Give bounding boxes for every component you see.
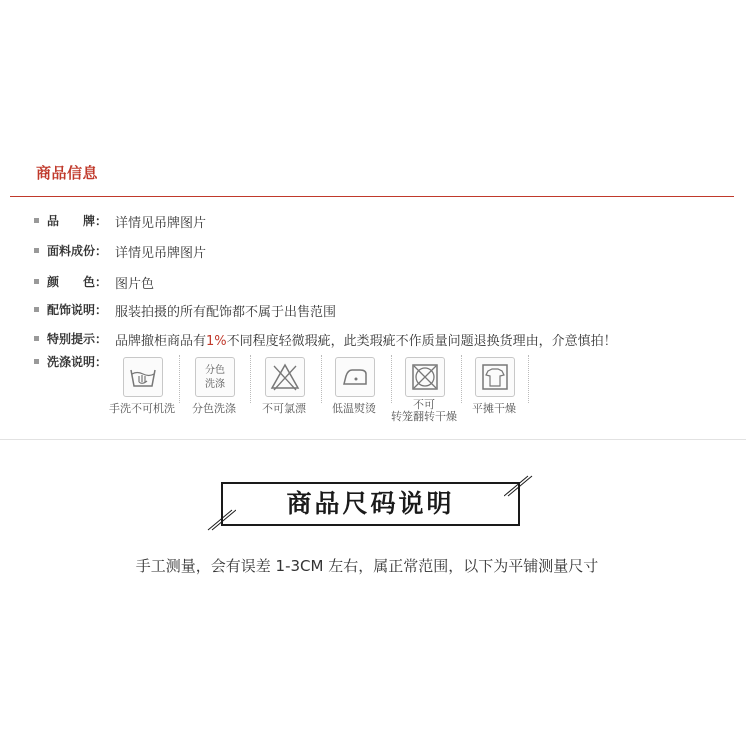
measurement-note: 手工测量，会有误差 1-3CM 左右，属正常范围，以下为平铺测量尺寸 (135, 557, 599, 575)
info-row-color (34, 273, 724, 295)
section-title-rule (10, 196, 734, 197)
notice-suffix: 不同程度轻微瑕疵，此类瑕疵不作质量问题退换货理由，介意慎拍！ (226, 334, 617, 349)
section-title: 商品信息 (36, 164, 99, 182)
info-value (115, 330, 617, 349)
section-divider (0, 439, 746, 440)
care-item (106, 355, 178, 423)
care-label: 平摊干燥 (472, 402, 516, 415)
care-separator (528, 355, 529, 403)
bullet-icon (34, 336, 39, 341)
info-row-notice (34, 330, 724, 352)
bullet-icon (34, 307, 39, 312)
care-label: 低温熨烫 (332, 402, 376, 415)
no-bleach-icon (265, 357, 305, 397)
hand-wash-not-machine-icon (123, 357, 163, 397)
care-item (318, 355, 390, 423)
info-label: 配饰说明： (47, 303, 108, 317)
info-label: 面料成份： (47, 244, 108, 258)
no-tumble-dry-icon (405, 357, 445, 397)
low-iron-icon (335, 357, 375, 397)
info-row-fabric (34, 242, 724, 264)
care-item (178, 355, 250, 423)
info-value: 详情见吊牌图片 (115, 216, 207, 231)
info-label: 洗涤说明： (47, 355, 108, 369)
care-label: 不可氯漂 (262, 402, 306, 415)
info-label: 颜 色： (47, 275, 108, 289)
bullet-icon (34, 359, 39, 364)
info-row-accessories (34, 301, 724, 323)
care-label: 手洗不可机洗 (109, 402, 175, 415)
info-label: 品 牌： (47, 214, 108, 228)
corner-decoration (206, 506, 236, 532)
info-row-brand (34, 212, 724, 234)
size-section-title: 商品尺码说明 (221, 482, 520, 526)
care-item (388, 355, 460, 423)
info-value: 服装拍摄的所有配饰都不属于出售范围 (115, 305, 337, 320)
icon-text: 洗涤 (205, 379, 225, 390)
corner-decoration (504, 474, 534, 500)
care-label (388, 399, 460, 423)
care-label: 分色洗涤 (192, 402, 236, 415)
bullet-icon (34, 248, 39, 253)
icon-text: 分色 (205, 365, 225, 376)
care-item (248, 355, 320, 423)
info-value: 图片色 (115, 277, 155, 292)
bullet-icon (34, 279, 39, 284)
info-label: 特别提示： (47, 332, 108, 346)
info-value: 详情见吊牌图片 (115, 246, 207, 261)
care-label-line: 不可 (413, 398, 435, 411)
care-label-line: 转笼翻转干燥 (391, 410, 457, 423)
care-item (458, 355, 530, 423)
wash-separately-icon (195, 357, 235, 397)
notice-prefix: 品牌撤柜商品有 (115, 334, 207, 349)
bullet-icon (34, 218, 39, 223)
notice-percent: 1% (206, 334, 227, 349)
dry-flat-icon (475, 357, 515, 397)
